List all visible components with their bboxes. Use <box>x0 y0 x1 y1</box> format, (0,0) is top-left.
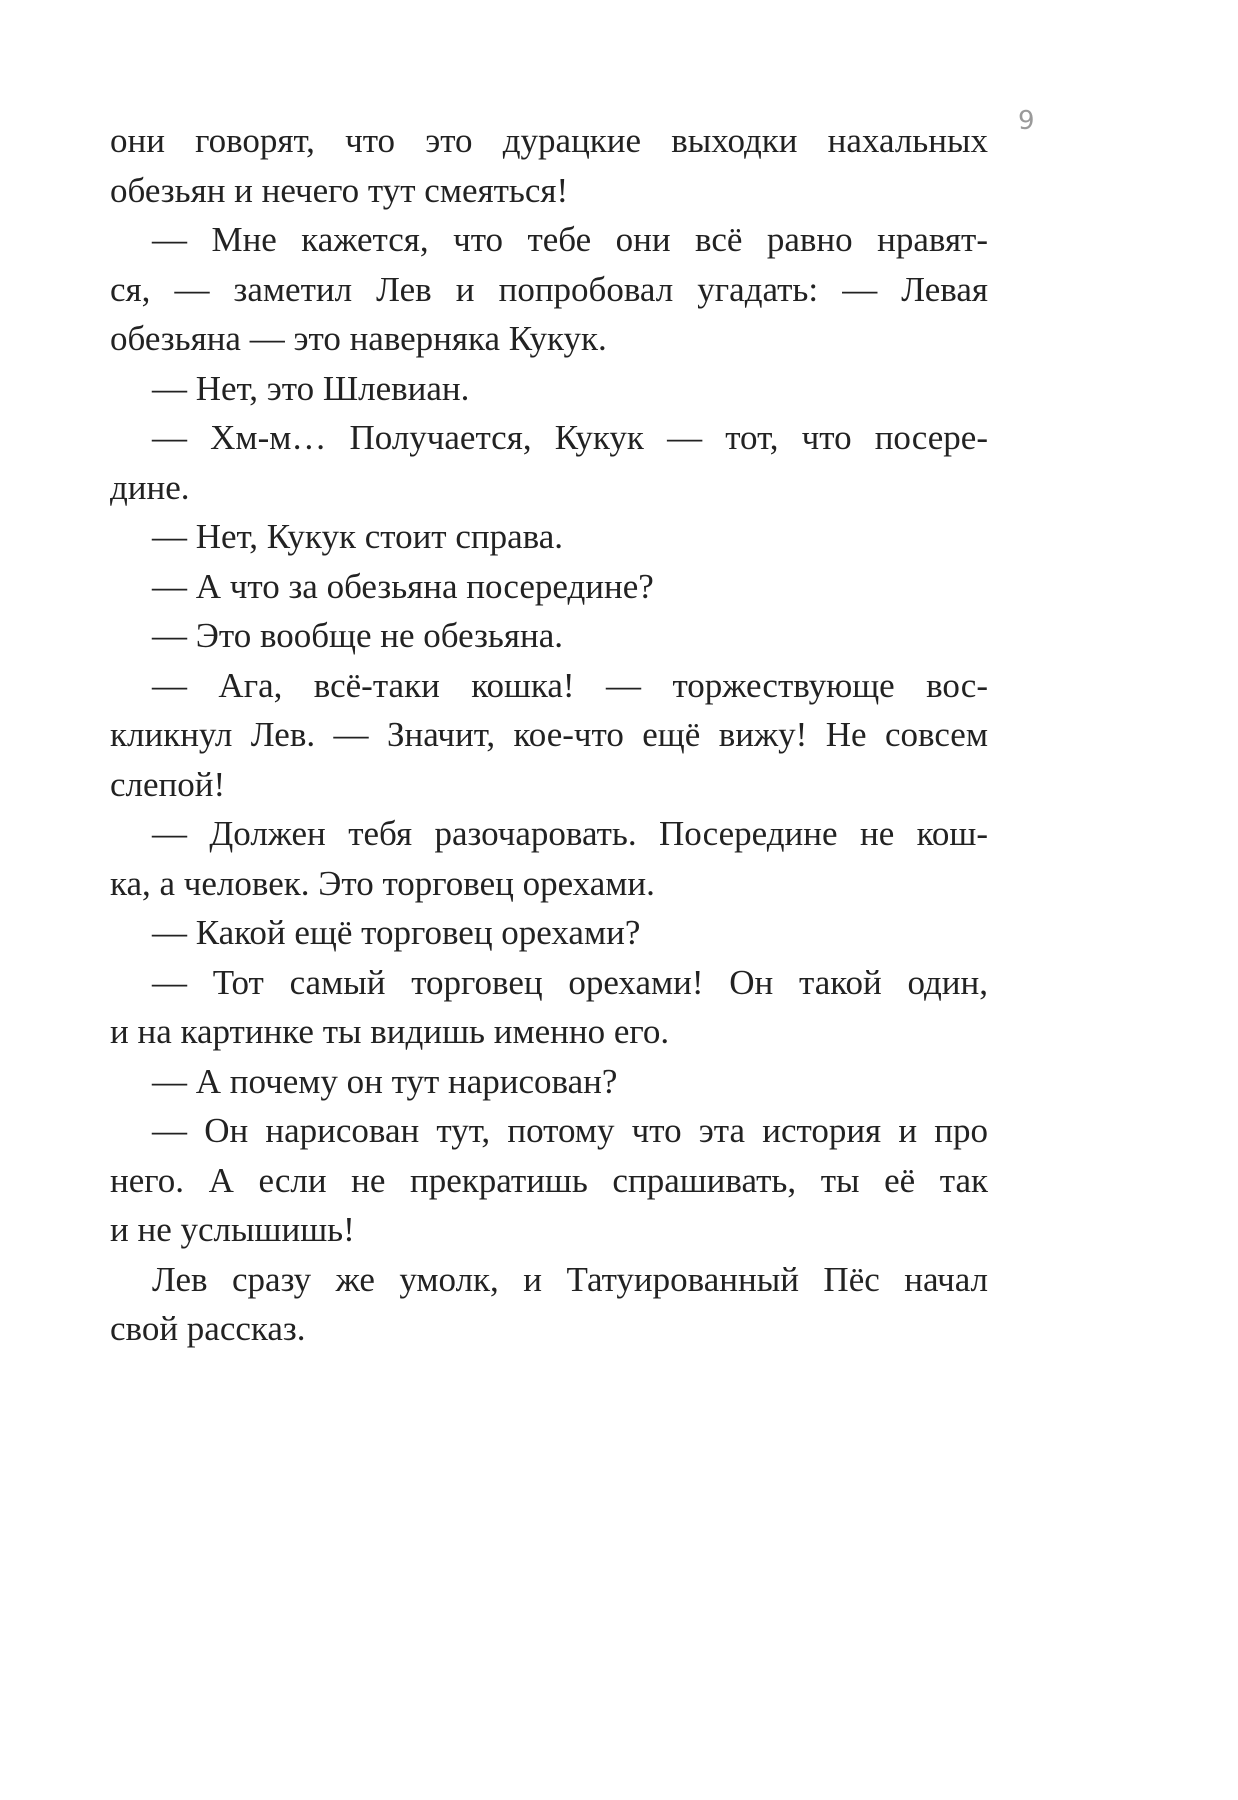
text-line: они говорят, что это дурацкие выходки нахальных <box>110 121 988 160</box>
text-line: ся, — заметил Лев и попробовал угадать: — Левая <box>110 269 988 309</box>
body-text <box>110 116 988 1354</box>
text-line: Лев сразу же умолк, и Татуированный Пёс начал <box>152 1259 988 1299</box>
page-number: 9 <box>1018 106 1035 136</box>
text-line: и не услышишь! <box>110 1210 355 1249</box>
text-line: — А что за обезьяна посередине? <box>152 566 654 606</box>
text-line: ка, а человек. Это торговец орехами. <box>110 863 655 903</box>
text-line: него. А если не прекратишь спрашивать, ты её так <box>110 1160 988 1200</box>
text-line: — Хм-м… Получается, Кукук — тот, что посере- <box>152 418 988 457</box>
text-line: обезьяна — это наверняка Кукук. <box>110 319 607 358</box>
text-line: и на картинке ты видишь именно его. <box>110 1012 670 1051</box>
text-line: — Ага, всё-таки кошка! — торжествующе вос- <box>152 665 988 705</box>
text-line: — Нет, это Шлевиан. <box>152 368 470 408</box>
text-line: — Тот самый торговец орехами! Он такой один, <box>152 962 988 1002</box>
text-line: — А почему он тут нарисован? <box>152 1061 618 1101</box>
text-line: — Нет, Кукук стоит справа. <box>152 517 563 556</box>
text-line: обезьян и нечего тут смеяться! <box>110 170 569 210</box>
text-line: — Это вообще не обезьяна. <box>152 616 563 655</box>
text-line: — Какой ещё торговец орехами? <box>152 913 641 952</box>
text-line: свой рассказ. <box>110 1309 306 1348</box>
text-line: слепой! <box>110 764 226 804</box>
text-line: дине. <box>110 467 190 507</box>
text-line: — Должен тебя разочаровать. Посередине не кош- <box>152 814 988 853</box>
text-line: — Мне кажется, что тебе они всё равно нравят- <box>152 220 988 259</box>
text-line: — Он нарисован тут, потому что эта история и про <box>152 1111 988 1150</box>
text-line: кликнул Лев. — Значит, кое-что ещё вижу! Не совсем <box>110 715 988 754</box>
